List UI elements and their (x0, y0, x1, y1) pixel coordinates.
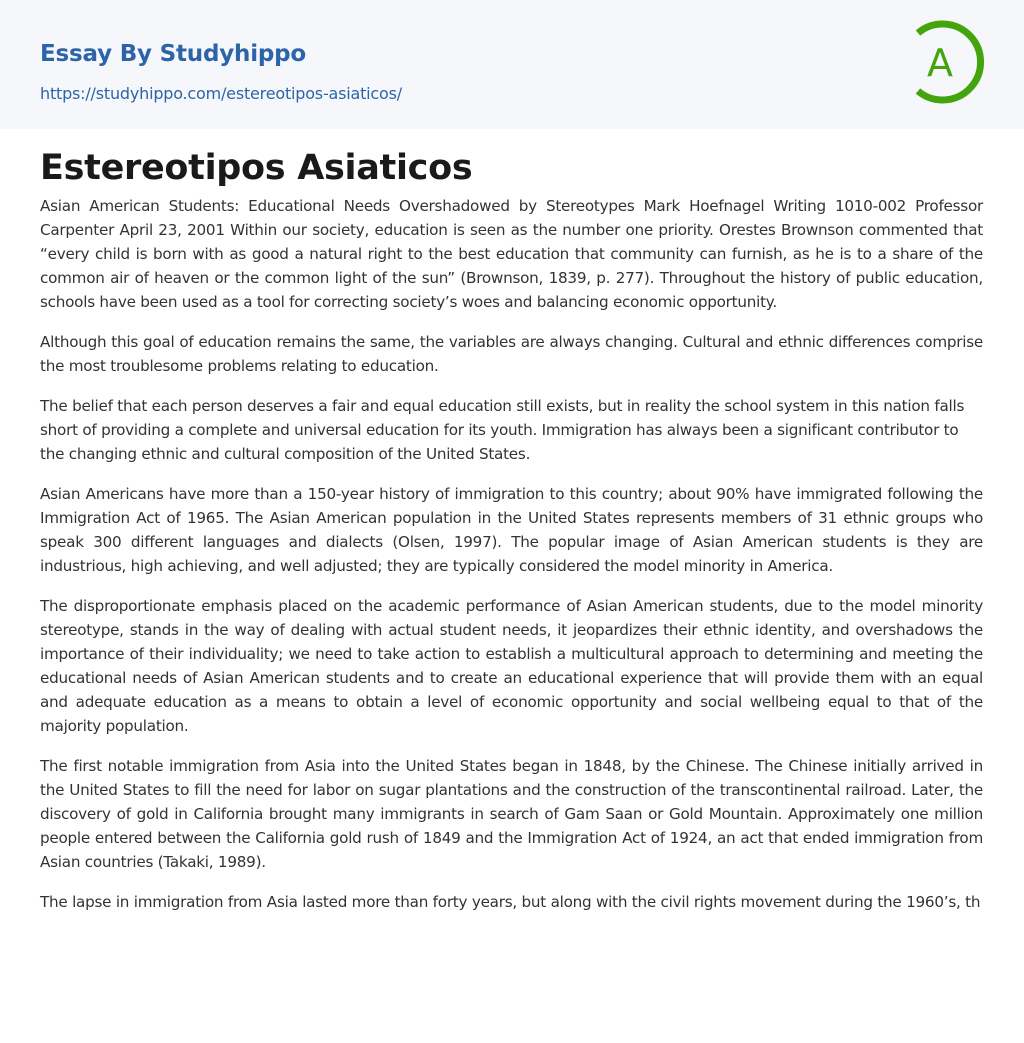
paragraph: The first notable immigration from Asia into the United States began in 1848, by the Chinese. The Chinese initially arrived in the United States to fill the need for labor on sugar plantations and the construction of the transcontinental railroad. Later, the discovery of gold in California brought many immigrants in search of Gam Saan or Gold Mountain. Approximately one million people entered between the California gold rush of 1849 and the Immigration Act of 1924, an act that ended immigration from Asian countries (Takaki, 1989). (40, 757, 983, 871)
paragraph: Asian American Students: Educational Needs Overshadowed by Stereotypes Mark Hoefnagel Writing 1010-002 Professor Carpenter April 23, 2001 Within our society, education is seen as the number one priority. Orestes Brownson commented that “every child is born with as good a natural right to the best education that community can furnish, as he is to a share of the common air of heaven or the common light of the sun” (Brownson, 1839, p. 277). Throughout the history of public education, schools have been used as a tool for correcting society’s woes and balancing economic opportunity. (40, 197, 983, 311)
paragraph: The disproportionate emphasis placed on the academic performance of Asian American students, due to the model minority stereotype, stands in the way of dealing with actual student needs, it jeopardizes their ethnic identity, and overshadows the importance of their individuality; we need to take action to establish a multicultural approach to determining and meeting the educational needs of Asian American students and to create an educational experience that will provide them with an equal and adequate education as a means to obtain a level of economic opportunity and social wellbeing equal to that of the majority population. (40, 597, 983, 735)
paragraph: The belief that each person deserves a fair and equal education still exists, but in reality the school system in this nation falls short of providing a complete and universal education for its youth. Immigration has always been a significant contributor to the changing ethnic and cultural composition of the United States. (40, 397, 965, 463)
logo-a-icon (912, 19, 986, 105)
article-title: Estereotipos Asiaticos (40, 148, 473, 188)
page-url-link[interactable]: https://studyhippo.com/estereotipos-asiaticos/ (40, 84, 402, 103)
paragraph: Although this goal of education remains the same, the variables are always changing. Cultural and ethnic differences comprise the most troublesome problems relating to education. (40, 333, 983, 375)
studyhippo-logo[interactable] (912, 19, 986, 105)
article-body (40, 194, 983, 930)
brand-title: Essay By Studyhippo (40, 41, 307, 67)
logo-letter: A (927, 41, 953, 85)
paragraph-truncated: The lapse in immigration from Asia lasted more than forty years, but along with the civil rights movement during the 1960’s, th (40, 893, 981, 911)
paragraph: Asian Americans have more than a 150-year history of immigration to this country; about 90% have immigrated following the Immigration Act of 1965. The Asian American population in the United States represents members of 31 ethnic groups who speak 300 different languages and dialects (Olsen, 1997). The popular image of Asian American students is they are industrious, high achieving, and well adjusted; they are typically considered the model minority in America. (40, 485, 983, 575)
